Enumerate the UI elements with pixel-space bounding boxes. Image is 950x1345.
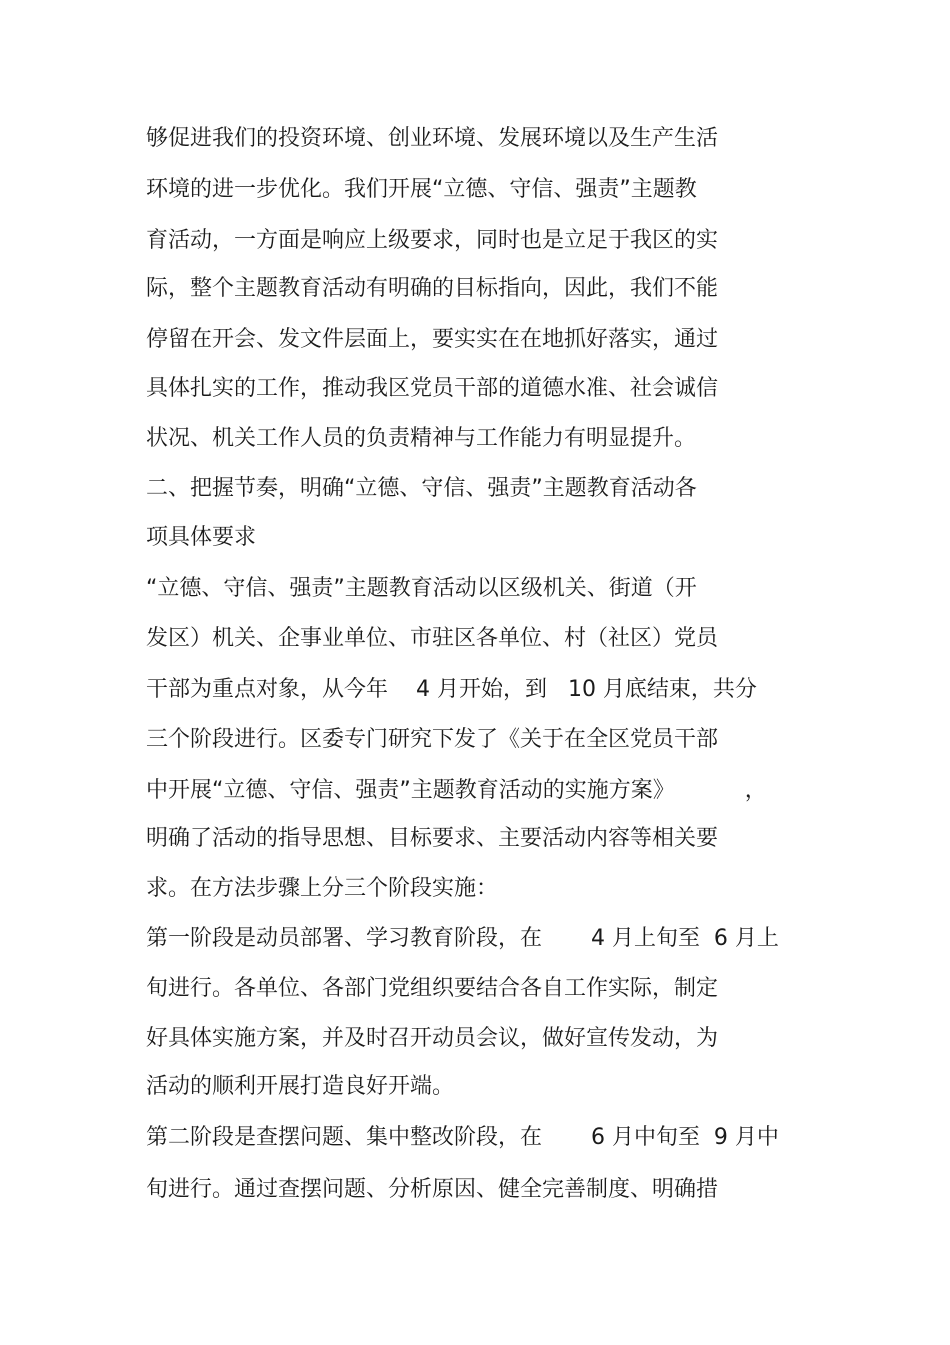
text-line: 育活动，一方面是响应上级要求，同时也是立足于我区的实	[146, 228, 719, 253]
text-line: 三个阶段进行。区委专门研究下发了《关于在全区党员干部	[146, 727, 719, 752]
text-line: 旬进行。通过查摆问题、分析原因、健全完善制度、明确措	[146, 1177, 719, 1202]
text-line: 具体扎实的工作，推动我区党员干部的道德水准、社会诚信	[146, 376, 719, 401]
section-heading: 二、把握节奏，明确“立德、守信、强责”主题教育活动各	[146, 476, 697, 501]
text-line: 求。在方法步骤上分三个阶段实施：	[146, 876, 499, 901]
text-line: 活动的顺利开展打造良好开端。	[146, 1074, 455, 1099]
text-line: 状况、机关工作人员的负责精神与工作能力有明显提升。	[146, 426, 697, 451]
text-line: 际，整个主题教育活动有明确的目标指向，因此，我们不能	[146, 276, 719, 301]
text-line: 够促进我们的投资环境、创业环境、发展环境以及生产生活	[146, 126, 719, 151]
section-heading-continued: 项具体要求	[146, 525, 257, 550]
text-line: 中开展“立德、守信、强责”主题教育活动的实施方案》 ，	[146, 778, 767, 803]
text-line: 停留在开会、发文件层面上，要实实在在地抓好落实，通过	[146, 327, 719, 352]
text-line: 第二阶段是查摆问题、集中整改阶段，在 6 月中旬至 9 月中	[146, 1125, 779, 1150]
text-line: 发区）机关、企事业单位、市驻区各单位、村（社区）党员	[146, 626, 719, 651]
text-line: 明确了活动的指导思想、目标要求、主要活动内容等相关要	[146, 826, 719, 851]
text-line: 干部为重点对象，从今年 4 月开始，到 10 月底结束，共分	[146, 677, 757, 702]
text-line: 好具体实施方案，并及时召开动员会议，做好宣传发动，为	[146, 1026, 719, 1051]
text-line: 旬进行。各单位、各部门党组织要结合各自工作实际，制定	[146, 976, 719, 1001]
text-line: “立德、守信、强责”主题教育活动以区级机关、街道（开	[146, 576, 697, 601]
text-line: 第一阶段是动员部署、学习教育阶段，在 4 月上旬至 6 月上	[146, 926, 779, 951]
text-line: 环境的进一步优化。我们开展“立德、守信、强责”主题教	[146, 177, 697, 202]
